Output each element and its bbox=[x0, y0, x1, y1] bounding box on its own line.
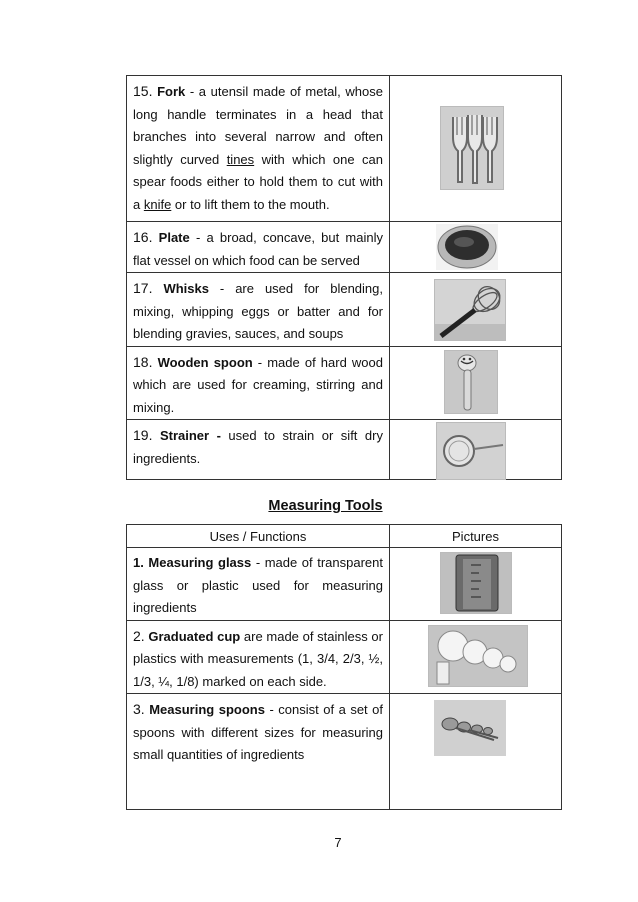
table-row bbox=[127, 620, 562, 694]
table-row bbox=[127, 76, 562, 222]
item-description: or to lift them to the mouth. bbox=[171, 196, 330, 212]
pictures-header: Pictures bbox=[390, 525, 562, 548]
item-description: - made of transparent glass or plastic used for measuring ingredients bbox=[133, 555, 383, 615]
item-term: Strainer - bbox=[159, 428, 221, 443]
item-description: used to strain or sift dry ingredients. bbox=[133, 428, 383, 466]
picture-cell bbox=[390, 273, 562, 347]
measuring-tools-heading: Measuring Tools bbox=[268, 498, 383, 514]
item-description: - a utensil made of metal, whose long handle terminates in a head that branches into several narrow and often slightly curved bbox=[133, 84, 383, 167]
description-cell bbox=[127, 76, 390, 222]
item-description: are made of stainless or plastics with measurements (1, 3/4, 2/3, ½, 1/3, ¼, 1/8) marked on each side. bbox=[133, 628, 383, 689]
item-number: 18. bbox=[133, 353, 153, 370]
page-number: 7 bbox=[334, 835, 342, 850]
picture-cell bbox=[390, 222, 562, 273]
item-number: 16. bbox=[133, 229, 153, 245]
picture-cell bbox=[390, 694, 562, 810]
table-row bbox=[127, 694, 562, 810]
item-description: - are used for blending, mixing, whipping eggs or batter and for blending gravies, sauces, and soups bbox=[133, 281, 383, 341]
item-number: 15. bbox=[133, 83, 153, 99]
whisk-image bbox=[434, 279, 506, 341]
header-row bbox=[127, 525, 562, 548]
description-cell bbox=[127, 273, 390, 347]
item-description: - made of hard wood which are used for creaming, stirring and mixing. bbox=[133, 354, 383, 415]
tines-link[interactable]: tines bbox=[226, 151, 255, 167]
graduated-cups-image bbox=[428, 625, 528, 687]
description-cell bbox=[127, 222, 390, 273]
item-term: Plate bbox=[158, 230, 190, 245]
picture-cell bbox=[390, 620, 562, 694]
wooden-spoon-image bbox=[444, 350, 498, 414]
item-description: - consist of a set of spoons with different sizes for measuring small quantities of ingredients bbox=[133, 702, 384, 762]
measuring-tools-table bbox=[126, 524, 562, 810]
strainer-image bbox=[436, 422, 506, 480]
knife-link[interactable]: knife bbox=[143, 196, 172, 212]
item-number: 2. bbox=[133, 627, 145, 644]
kitchen-tools-table bbox=[126, 75, 562, 480]
item-number: 3. bbox=[133, 701, 145, 717]
description-cell bbox=[127, 420, 390, 480]
description-cell bbox=[127, 694, 390, 810]
item-term: Wooden spoon bbox=[157, 354, 253, 370]
table-row bbox=[127, 273, 562, 347]
table-row bbox=[127, 420, 562, 480]
item-description: - a broad, concave, but mainly flat vessel on which food can be served bbox=[133, 230, 383, 268]
description-cell bbox=[127, 548, 390, 621]
item-number: 19. bbox=[133, 427, 153, 443]
item-number: 1. bbox=[133, 555, 144, 570]
picture-cell bbox=[390, 346, 562, 420]
section-title bbox=[0, 497, 638, 515]
picture-cell bbox=[390, 420, 562, 480]
measuring-glass-image bbox=[440, 552, 512, 614]
item-term: Measuring spoons bbox=[149, 702, 265, 717]
table-row bbox=[127, 222, 562, 273]
description-cell bbox=[127, 346, 390, 420]
item-term: Measuring glass bbox=[148, 555, 252, 570]
fork-image bbox=[440, 106, 504, 190]
plate-image bbox=[436, 224, 498, 270]
item-term: Whisks bbox=[163, 281, 209, 296]
table-row bbox=[127, 346, 562, 420]
item-number: 17. bbox=[133, 280, 153, 296]
table-row bbox=[127, 548, 562, 621]
item-term: Fork bbox=[157, 84, 186, 99]
item-description: with which one can spear foods either to hold them to cut with a bbox=[133, 151, 384, 212]
item-term: Graduated cup bbox=[148, 628, 241, 644]
measuring-spoons-image bbox=[434, 700, 506, 756]
picture-cell bbox=[390, 76, 562, 222]
uses-header: Uses / Functions bbox=[127, 525, 390, 548]
description-cell bbox=[127, 620, 390, 694]
picture-cell bbox=[390, 548, 562, 621]
